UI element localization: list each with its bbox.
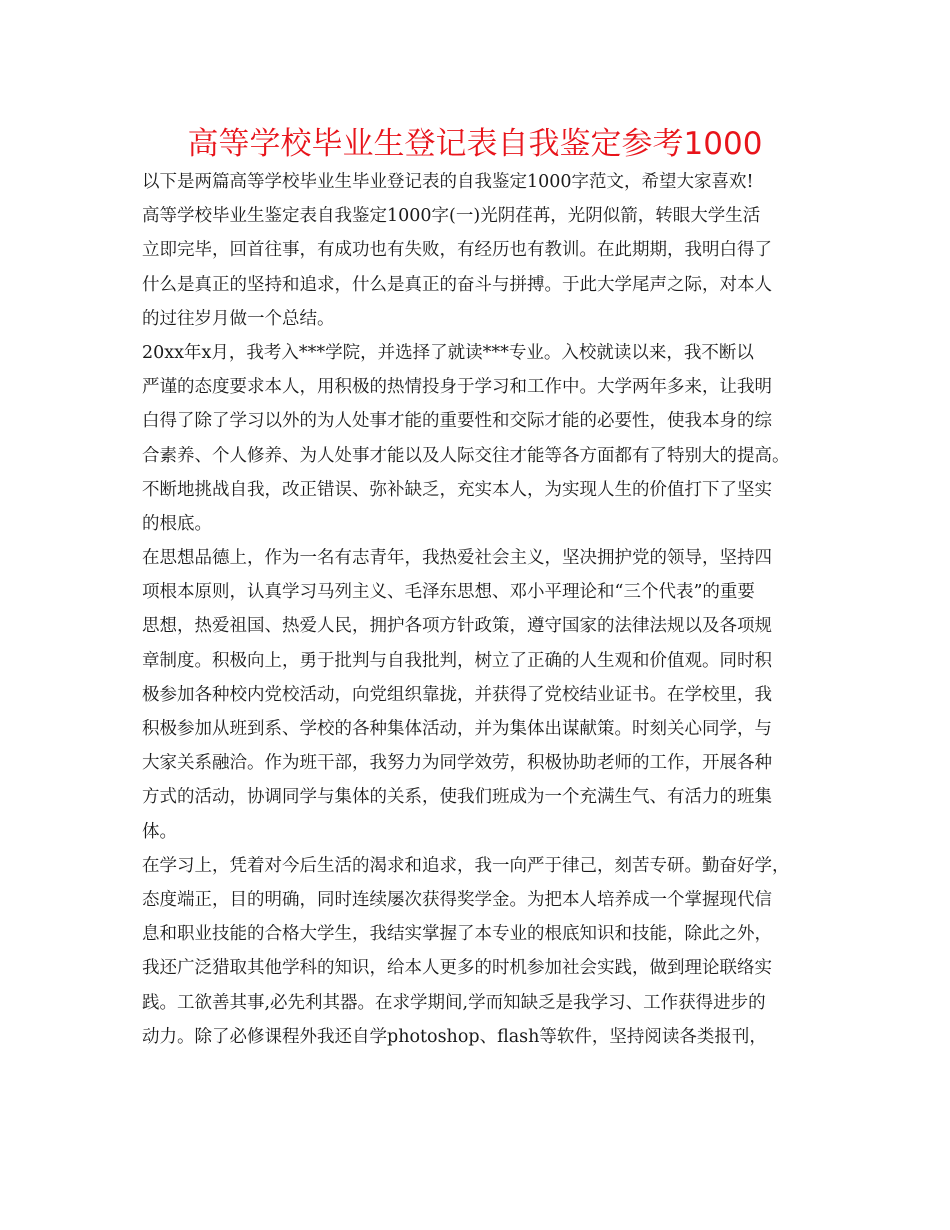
body-line: 在思想品德上，作为一名有志青年，我热爱社会主义，坚决拥护党的领导，坚持四 (142, 548, 772, 569)
body-line: 的过往岁月做一个总结。 (142, 308, 335, 329)
document-title: 高等学校毕业生登记表自我鉴定参考1000 (187, 126, 763, 162)
body-line: 体。 (142, 821, 177, 842)
body-line: 以下是两篇高等学校毕业生毕业登记表的自我鉴定1000字范文，希望大家喜欢! (142, 172, 754, 192)
body-line: 的根底。 (142, 513, 212, 534)
body-line: 我还广泛猎取其他学科的知识，给本人更多的时机参加社会实践，做到理论联络实 (142, 958, 772, 979)
body-line: 不断地挑战自我，改正错误、弥补缺乏，充实本人，为实现人生的价值打下了坚实 (142, 479, 772, 500)
body-line: 大家关系融洽。作为班干部，我努力为同学效劳，积极协助老师的工作，开展各种 (142, 753, 772, 774)
body-line: 立即完毕，回首往事，有成功也有失败，有经历也有教训。在此期期，我明白得了 (142, 240, 772, 261)
body-line: 思想，热爱祖国、热爱人民，拥护各项方针政策，遵守国家的法律法规以及各项规 (142, 616, 772, 637)
body-line: 在学习上，凭着对今后生活的渴求和追求，我一向严于律己，刻苦专研。勤奋好学， (142, 855, 790, 876)
body-line: 方式的活动，协调同学与集体的关系，使我们班成为一个充满生气、有活力的班集 (142, 787, 772, 808)
body-line: 20xx年x月，我考入***学院，并选择了就读***专业。入校就读以来，我不断以 (142, 342, 754, 363)
body-line: 积极参加从班到系、学校的各种集体活动，并为集体出谋献策。时刻关心同学，与 (142, 719, 772, 739)
body-line: 白得了除了学习以外的为人处事才能的重要性和交际才能的必要性，使我本身的综 (142, 411, 772, 432)
body-line: 项根本原则，认真学习马列主义、毛泽东思想、邓小平理论和“三个代表”的重要 (142, 582, 755, 603)
body-line: 严谨的态度要求本人，用积极的热情投身于学习和工作中。大学两年多来，让我明 (142, 377, 772, 398)
body-line: 高等学校毕业生鉴定表自我鉴定1000字(一)光阴荏苒，光阴似箭，转眼大学生活 (142, 206, 761, 227)
body-line: 动力。除了必修课程外我还自学photoshop、flash等软件，坚持阅读各类报刊， (142, 1026, 767, 1047)
body-line: 态度端正，目的明确，同时连续屡次获得奖学金。为把本人培养成一个掌握现代信 (142, 889, 772, 910)
body-line: 极参加各种校内党校活动，向党组织靠拢，并获得了党校结业证书。在学校里，我 (142, 684, 772, 705)
body-line: 什么是真正的坚持和追求，什么是真正的奋斗与拼搏。于此大学尾声之际，对本人 (142, 274, 772, 295)
body-line: 章制度。积极向上，勇于批判与自我批判，树立了正确的人生观和价值观。同时积 (142, 650, 772, 671)
body-line: 践。工欲善其事,必先利其器。在求学期间,学而知缺乏是我学习、工作获得进步的 (142, 992, 766, 1013)
document-body (142, 165, 822, 1054)
body-line: 息和职业技能的合格大学生，我结实掌握了本专业的根底知识和技能，除此之外， (142, 924, 772, 945)
body-line: 合素养、个人修养、为人处事才能以及人际交往才能等各方面都有了特别大的提高。 (142, 445, 790, 466)
